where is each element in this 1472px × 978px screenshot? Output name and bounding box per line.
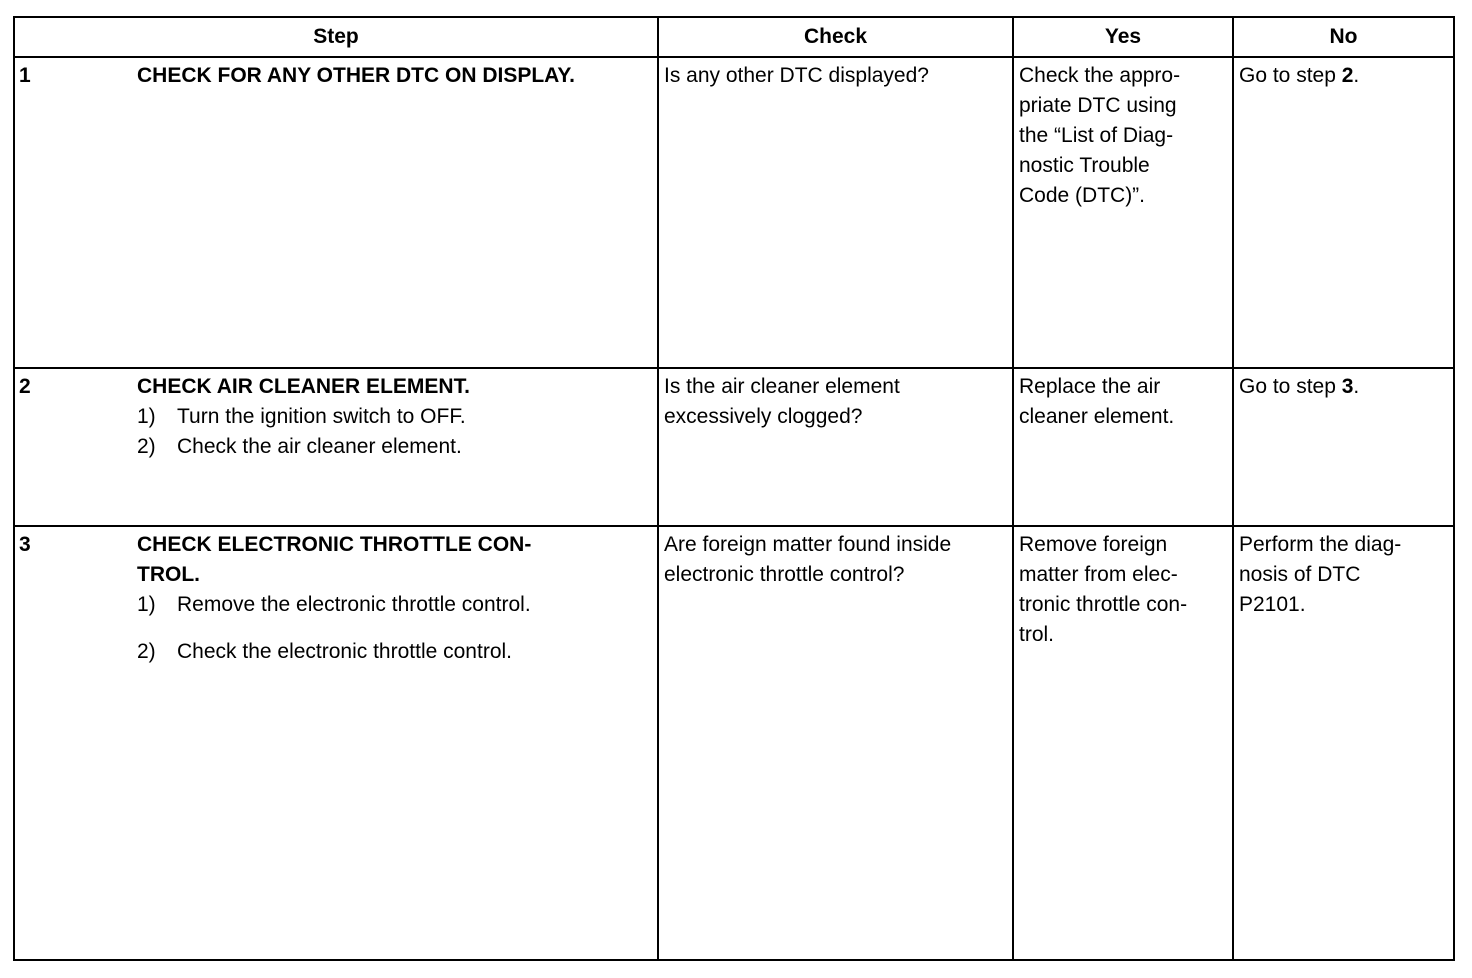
no-suffix: . <box>1353 375 1360 398</box>
no-step-number: 2 <box>1341 64 1354 87</box>
no-suffix: . <box>1353 64 1360 87</box>
check-text: Is any other DTC displayed? <box>664 64 929 87</box>
step-cell <box>14 526 658 960</box>
header-check: Check <box>658 17 1013 57</box>
step-title: CHECK FOR ANY OTHER DTC ON DISPLAY. <box>137 64 575 87</box>
check-cell <box>658 526 1013 960</box>
substep-item <box>137 402 653 432</box>
no-text <box>1234 58 1453 91</box>
header-no: No <box>1233 17 1454 57</box>
substep-text: Check the air cleaner element. <box>177 435 462 458</box>
substep-text: Remove the electronic throttle control. <box>177 593 531 616</box>
step-body <box>137 58 657 91</box>
step-number: 2 <box>19 375 31 398</box>
substep-item <box>137 590 653 620</box>
yes-cell <box>1013 526 1233 960</box>
header-yes: Yes <box>1013 17 1233 57</box>
no-step-number: 3 <box>1341 375 1354 398</box>
substep-number: 1) <box>137 593 156 616</box>
substep-item <box>137 432 653 462</box>
no-text <box>1234 369 1453 402</box>
substep-number: 1) <box>137 405 156 428</box>
table-row <box>14 57 1454 368</box>
no-cell <box>1233 526 1454 960</box>
header-row <box>14 17 1454 57</box>
substep-item <box>137 637 653 667</box>
substep-number: 2) <box>137 435 156 458</box>
no-prefix: Go to step <box>1239 375 1342 398</box>
yes-text: Replace the air cleaner element. <box>1019 375 1175 428</box>
no-prefix: Go to step <box>1239 64 1342 87</box>
substep-text: Turn the ignition switch to OFF. <box>177 405 466 428</box>
yes-text: Check the appro- priate DTC using the “List of Diag- nostic Trouble Code (DTC)”. <box>1019 64 1181 207</box>
step-body <box>137 527 657 667</box>
header-step: Step <box>14 17 658 57</box>
no-cell <box>1233 57 1454 368</box>
substep-number: 2) <box>137 640 156 663</box>
yes-cell <box>1013 57 1233 368</box>
step-title: CHECK AIR CLEANER ELEMENT. <box>137 375 470 398</box>
table-row <box>14 526 1454 960</box>
check-text: Are foreign matter found inside electronic throttle control? <box>664 533 952 586</box>
step-cell <box>14 57 658 368</box>
no-text: Perform the diag- nosis of DTC P2101. <box>1239 533 1402 616</box>
step-body <box>137 369 657 462</box>
step-number: 1 <box>19 64 31 87</box>
step-title: CHECK ELECTRONIC THROTTLE CON- TROL. <box>137 533 532 586</box>
yes-text: Remove foreign matter from elec- tronic throttle con- trol. <box>1019 533 1188 646</box>
check-text: Is the air cleaner element excessively clogged? <box>664 375 900 428</box>
step-cell <box>14 368 658 526</box>
step-number: 3 <box>19 533 31 556</box>
substep-text: Check the electronic throttle control. <box>177 640 512 663</box>
diagnostic-table <box>13 16 1455 961</box>
check-cell <box>658 57 1013 368</box>
yes-cell <box>1013 368 1233 526</box>
substep-list <box>137 590 653 667</box>
check-cell <box>658 368 1013 526</box>
substep-list <box>137 402 653 462</box>
no-cell <box>1233 368 1454 526</box>
table-row <box>14 368 1454 526</box>
